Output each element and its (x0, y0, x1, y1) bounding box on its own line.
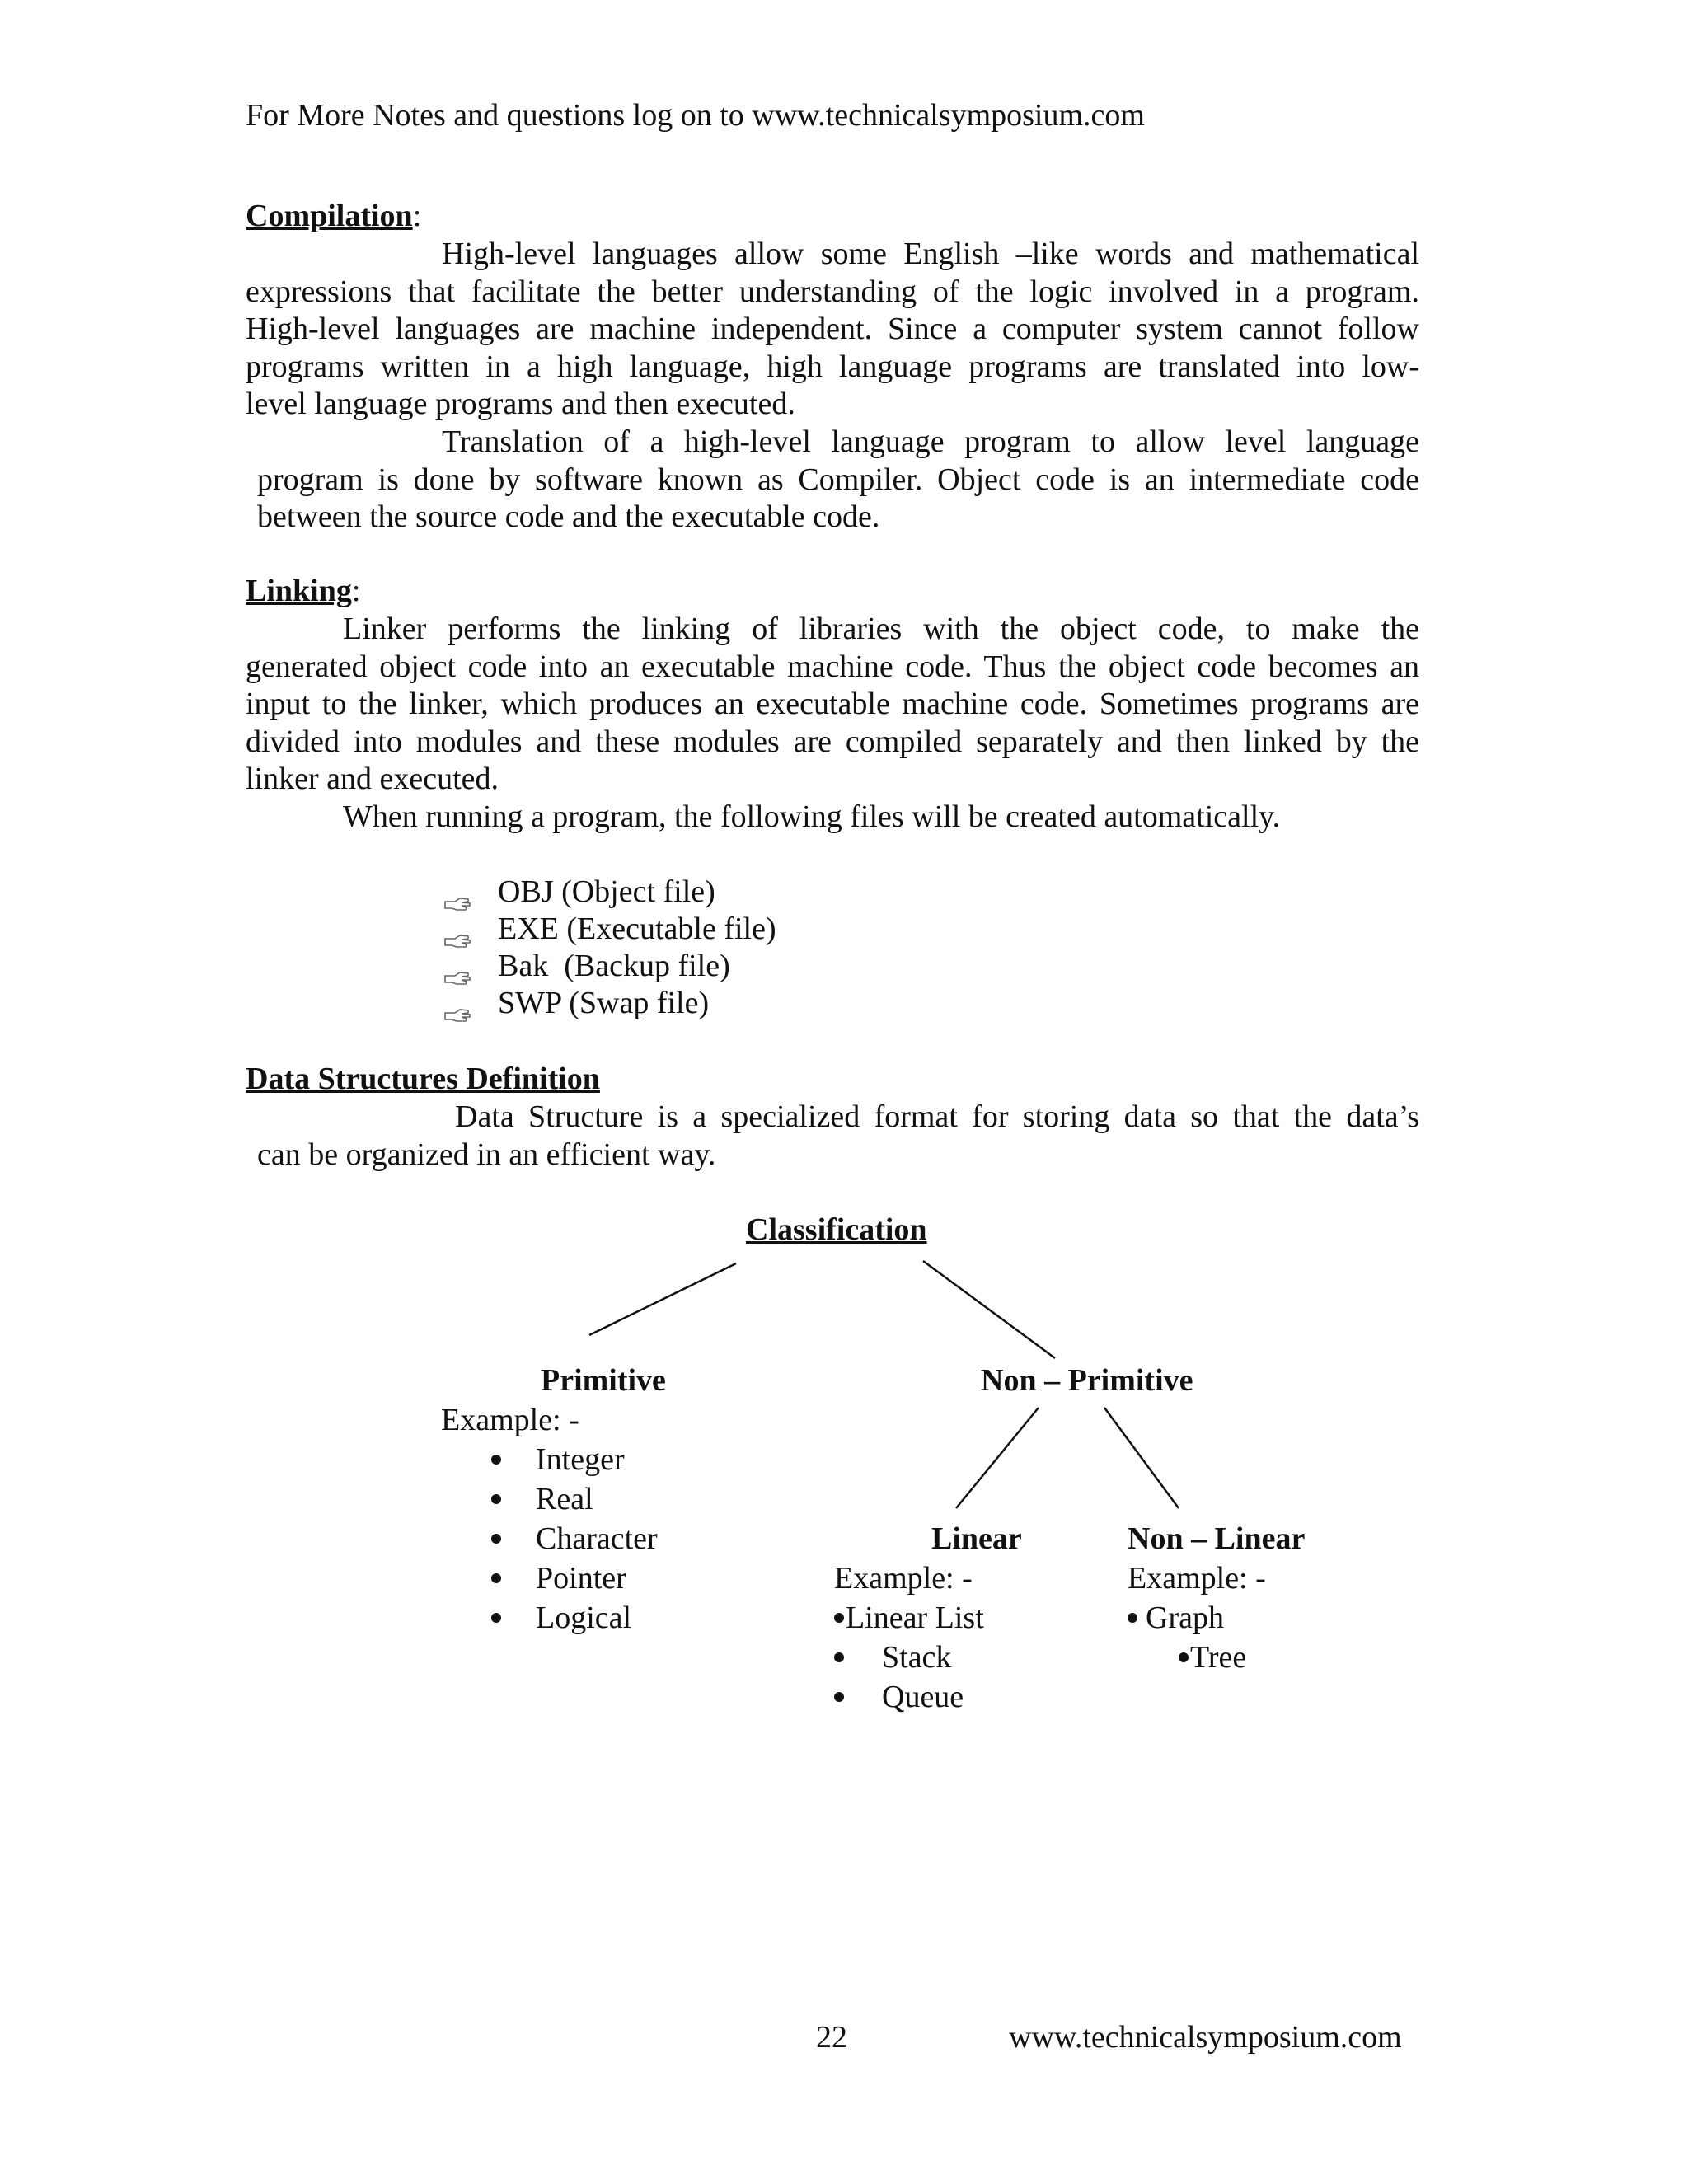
list-item (491, 1600, 631, 1636)
bullet-icon (491, 1534, 501, 1544)
branch-line (589, 1263, 736, 1335)
paragraph-line: between the source code and the executable code. (257, 499, 880, 534)
list-item-label: Real (536, 1482, 593, 1516)
branch-line (956, 1408, 1039, 1508)
linear-example-label: Example: - (834, 1561, 973, 1596)
list-item (834, 1639, 951, 1675)
list-item (443, 874, 715, 910)
file-item-label: Bak (Backup file) (498, 949, 730, 983)
paragraph-line: level language programs and then executed. (246, 387, 795, 421)
ds-heading: Data Structures Definition (246, 1062, 600, 1096)
non-linear-label: Non – Linear (1128, 1521, 1306, 1556)
compilation-heading-wrap (246, 198, 421, 234)
bullet-icon (834, 1613, 844, 1623)
pointing-hand-icon (443, 996, 471, 1015)
primitive-example-label: Example: - (441, 1403, 579, 1437)
list-item-label: Pointer (536, 1561, 626, 1596)
compilation-heading: Compilation (246, 199, 413, 233)
paragraph-line: can be organized in an efficient way. (257, 1137, 716, 1172)
classification-title: Classification (746, 1212, 927, 1247)
file-item-label: OBJ (Object file) (498, 874, 715, 909)
paragraph-line: Data Structure is a specialized format for storing data so that the data’s (455, 1099, 1419, 1134)
paragraph-line: Linker performs the linking of libraries with the object code, to make the (343, 612, 1419, 646)
linking-paragraph-1 (246, 611, 1419, 799)
non-primitive-label: Non – Primitive (981, 1363, 1193, 1398)
bullet-icon (1179, 1652, 1189, 1662)
pointing-hand-icon (443, 959, 471, 977)
list-item (834, 1679, 964, 1715)
bullet-icon (834, 1692, 844, 1702)
list-item-label: Character (536, 1521, 658, 1556)
list-item-label: Graph (1146, 1601, 1224, 1635)
bullet-icon (834, 1652, 844, 1662)
list-item (443, 948, 730, 984)
paragraph-line: Translation of a high-level language program to allow level language (442, 424, 1419, 459)
compilation-paragraph-1 (246, 236, 1419, 424)
paragraph-line: divided into modules and these modules are compiled separately and then linked by the (246, 724, 1419, 759)
list-item-label: Linear List (846, 1601, 984, 1635)
file-item-label: EXE (Executable file) (498, 912, 776, 946)
list-item (491, 1560, 626, 1596)
paragraph-line: programs written in a high language, high language programs are translated into low- (246, 349, 1419, 384)
branch-line (923, 1261, 1055, 1358)
bullet-icon (491, 1613, 501, 1623)
list-item-label: Logical (536, 1601, 632, 1635)
bullet-icon (491, 1573, 501, 1583)
linking-heading: Linking (246, 574, 352, 608)
linear-label: Linear (931, 1521, 1022, 1556)
list-item-label: Queue (882, 1680, 964, 1714)
linking-colon: : (351, 574, 361, 608)
paragraph-line: input to the linker, which produces an executable machine code. Sometimes programs are (246, 687, 1419, 721)
list-item (491, 1521, 658, 1557)
list-item (1179, 1639, 1246, 1675)
file-item-label: SWP (Swap file) (498, 986, 710, 1020)
bullet-icon (491, 1494, 501, 1504)
list-item (491, 1441, 625, 1478)
list-item-label: Integer (536, 1442, 625, 1477)
bullet-icon (491, 1455, 501, 1465)
non-linear-example-label: Example: - (1128, 1561, 1266, 1596)
list-item-label: Stack (882, 1640, 952, 1675)
list-item (491, 1481, 593, 1517)
page-number: 22 (816, 2020, 847, 2055)
paragraph-line: program is done by software known as Compiler. Object code is an intermediate code (257, 462, 1419, 497)
list-item (834, 1600, 984, 1636)
footer-site: www.technicalsymposium.com (1009, 2020, 1402, 2055)
primitive-label: Primitive (541, 1363, 666, 1398)
compilation-paragraph-2 (257, 424, 1419, 537)
ds-paragraph (257, 1099, 1419, 1174)
paragraph-line: High-level languages are machine independent. Since a computer system cannot follow (246, 312, 1419, 346)
pointing-hand-icon (443, 922, 471, 940)
compilation-colon: : (412, 199, 422, 233)
list-item (443, 985, 709, 1021)
list-item (1128, 1600, 1224, 1636)
pointing-hand-icon (443, 885, 471, 903)
branch-line (1104, 1408, 1179, 1508)
list-item (443, 911, 776, 947)
linking-paragraph-2: When running a program, the following files will be created automatically. (343, 799, 1281, 834)
paragraph-line: linker and executed. (246, 762, 499, 796)
paragraph-line: expressions that facilitate the better understanding of the logic involved in a program. (246, 274, 1419, 309)
linking-heading-wrap (246, 573, 360, 609)
list-item-label: Tree (1190, 1640, 1247, 1675)
paragraph-line: High-level languages allow some English –like words and mathematical (442, 237, 1419, 271)
page-header: For More Notes and questions log on to www.technicalsymposium.com (246, 98, 1145, 133)
bullet-icon (1128, 1613, 1137, 1623)
paragraph-line: generated object code into an executable machine code. Thus the object code becomes an (246, 649, 1419, 684)
